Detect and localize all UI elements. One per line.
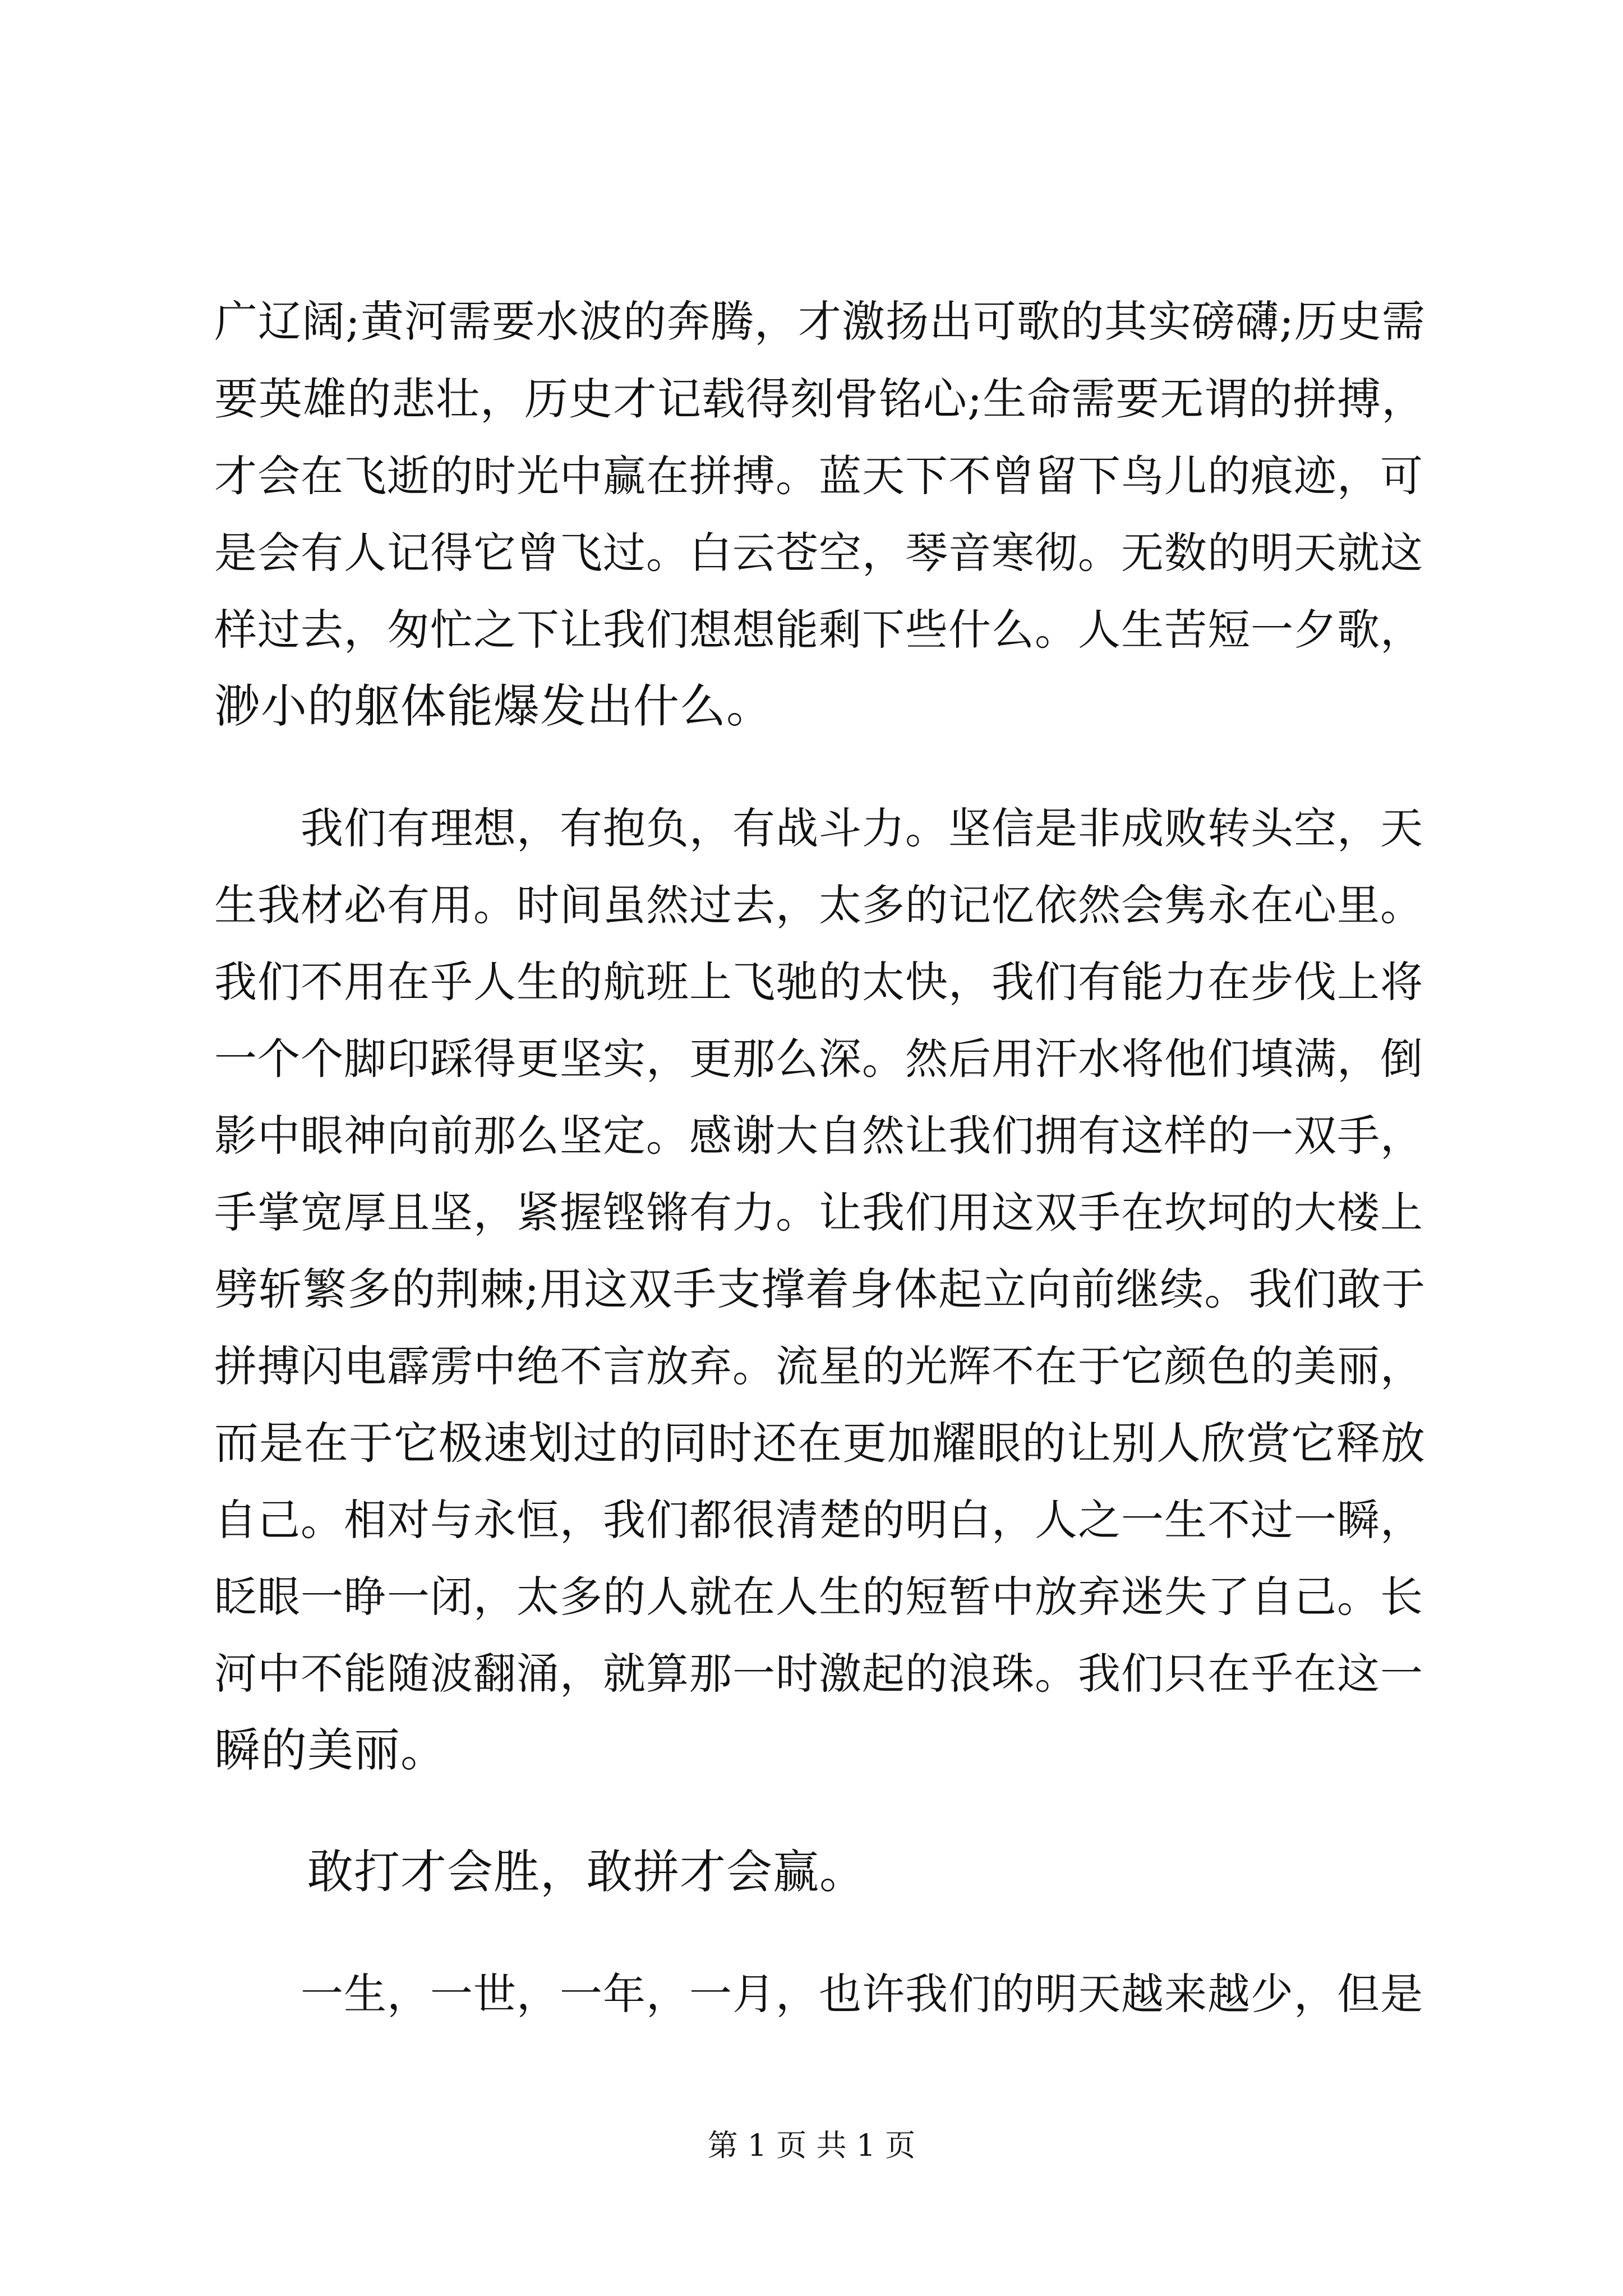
text-line: 渺小的躯体能爆发出什么。 <box>214 680 773 733</box>
text-line: 眨眼一睁一闭，太多的人就在人生的短暂中放弃迷失了自己。长 <box>214 1572 1423 1622</box>
text-line: 生我材必有用。时间虽然过去，太多的记忆依然会隽永在心里。 <box>214 880 1423 930</box>
text-line: 拼搏闪电霹雳中绝不言放弃。流星的光辉不在于它颜色的美丽， <box>214 1341 1423 1391</box>
text-line: 手掌宽厚且坚，紧握铿锵有力。让我们用这双手在坎坷的大楼上 <box>214 1188 1423 1237</box>
text-line: 影中眼神向前那么坚定。感谢大自然让我们拥有这样的一双手， <box>214 1111 1423 1161</box>
text-line: 一生，一世，一年，一月，也许我们的明天越来越少，但是 <box>214 1969 1423 2019</box>
text-line: 要英雄的悲壮，历史才记载得刻骨铭心;生命需要无谓的拼搏， <box>214 374 1426 425</box>
text-line: 劈斩繁多的荆棘;用这双手支撑着身体起立向前继续。我们敢于 <box>214 1264 1426 1315</box>
page-number-footer: 第 1 页 共 1 页 <box>707 2128 916 2163</box>
text-line: 而是在于它极速划过的同时还在更加耀眼的让别人欣赏它释放 <box>214 1418 1426 1469</box>
text-line: 我们有理想，有抱负，有战斗力。坚信是非成败转头空，天 <box>214 803 1423 853</box>
text-line: 敢打才会胜，敢拼才会赢。 <box>214 1846 866 1899</box>
text-line: 样过去，匆忙之下让我们想想能剩下些什么。人生苦短一夕歌， <box>214 605 1423 655</box>
text-line: 广辽阔;黄河需要水波的奔腾，才激扬出可歌的其实磅礴;历史需 <box>214 297 1426 347</box>
text-line: 我们不用在乎人生的航班上飞驰的太快，我们有能力在步伐上将 <box>214 957 1423 1007</box>
text-line: 一个个脚印踩得更坚实，更那么深。然后用汗水将他们填满，倒 <box>214 1034 1423 1084</box>
text-line: 河中不能随波翻涌，就算那一时激起的浪珠。我们只在乎在这一 <box>214 1649 1423 1699</box>
text-line: 才会在飞逝的时光中赢在拼搏。蓝天下不曾留下鸟儿的痕迹，可 <box>214 451 1423 501</box>
text-line: 是会有人记得它曾飞过。白云苍空，琴音寒彻。无数的明天就这 <box>214 528 1423 578</box>
text-line: 瞬的美丽。 <box>214 1724 448 1777</box>
text-line: 自己。相对与永恒，我们都很清楚的明白，人之一生不过一瞬， <box>214 1495 1423 1545</box>
